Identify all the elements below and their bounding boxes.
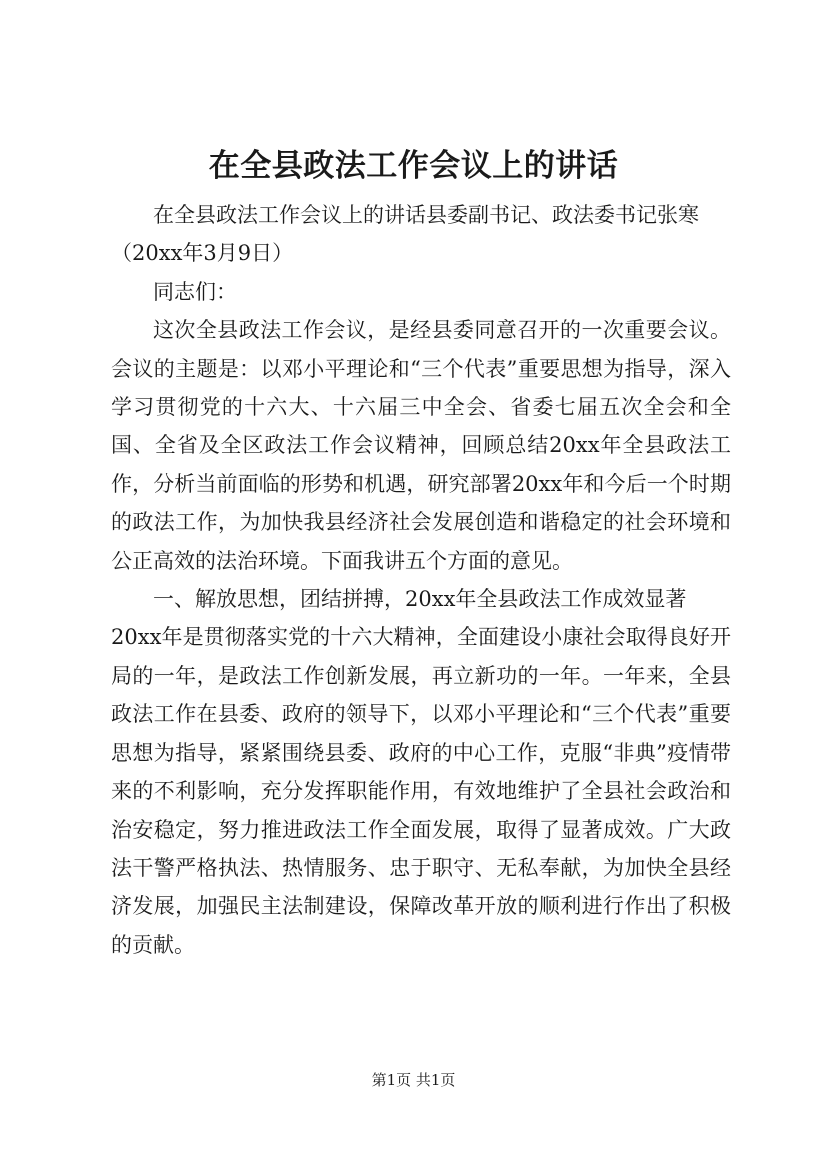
section-heading-1: 一、解放思想，团结拼搏，20xx年全县政法工作成效显著	[153, 587, 687, 612]
intro-paragraph: 这次全县政法工作会议，是经县委同意召开的一次重要会议。会议的主题是：以邓小平理论和“三个代表”重要思想为指导，深入学习贯彻党的十六大、十六届三中全会、省委七届五次全会和全国、全省及全区政法工作会议精神，回顾总结20xx年全县政法工作，分析当前面临的形势和机遇，研究部署20xx年和今后一个时期的政法工作，为加快我县经济社会发展创造和谐稳定的社会环境和公正高效的法治环境。下面我讲五个方面的意见。	[111, 318, 731, 573]
speech-date: （20xx年3月9日）	[111, 241, 294, 266]
salutation: 同志们：	[153, 279, 237, 304]
section-1-paragraph: 20xx年是贯彻落实党的十六大精神，全面建设小康社会取得良好开局的一年，是政法工作创新发展，再立新功的一年。一年来，全县政法工作在县委、政府的领导下，以邓小平理论和“三个代表”重要思想为指导，紧紧围绕县委、政府的中心工作，克服“非典”疫情带来的不利影响，充分发挥职能作用，有效地维护了全县社会政治和治安稳定，努力推进政法工作全面发展，取得了显著成效。广大政法干警严格执法、热情服务、忠于职守、无私奉献，为加快全县经济发展，加强民主法制建设，保障改革开放的顺利进行作出了积极的贡献。	[111, 625, 731, 957]
document-title: 在全县政法工作会议上的讲话	[208, 148, 619, 184]
speaker-line: 在全县政法工作会议上的讲话县委副书记、政法委书记张寒	[153, 203, 699, 227]
document-body	[111, 196, 731, 964]
page-footer: 第1页 共1页	[371, 1071, 456, 1089]
